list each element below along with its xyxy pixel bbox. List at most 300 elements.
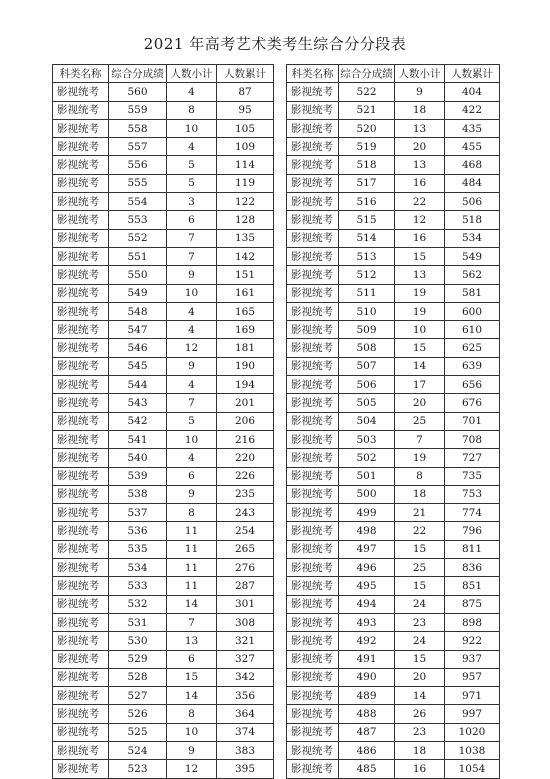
cell-score: 520 [339,119,395,137]
table-row [53,211,274,229]
table-row [53,376,274,394]
cell-category: 影视统考 [287,705,339,723]
cell-category: 影视统考 [287,430,339,448]
cell-score: 543 [109,394,167,412]
table-row [287,339,500,357]
cell-count: 6 [167,211,217,229]
table-row [53,412,274,430]
cell-score: 518 [339,156,395,174]
cell-category: 影视统考 [53,559,109,577]
cell-cumulative: 957 [445,668,500,686]
cell-score: 546 [109,339,167,357]
table-row [53,723,274,741]
cell-count: 4 [167,83,217,101]
table-row [287,376,500,394]
cell-cumulative: 301 [217,595,274,613]
table-row [287,522,500,540]
cell-count: 4 [167,302,217,320]
cell-score: 534 [109,559,167,577]
cell-count: 18 [395,485,445,503]
cell-category: 影视统考 [53,247,109,265]
cell-count: 7 [395,430,445,448]
cell-cumulative: 549 [445,247,500,265]
cell-count: 12 [167,339,217,357]
cell-category: 影视统考 [53,193,109,211]
table-row [287,83,500,101]
cell-cumulative: 122 [217,193,274,211]
table-row [53,83,274,101]
cell-count: 8 [395,467,445,485]
cell-cumulative: 435 [445,119,500,137]
cell-score: 499 [339,504,395,522]
table-row [53,302,274,320]
cell-count: 19 [395,449,445,467]
table-row [53,522,274,540]
cell-cumulative: 206 [217,412,274,430]
cell-cumulative: 518 [445,211,500,229]
cell-cumulative: 404 [445,83,500,101]
table-row [287,412,500,430]
cell-count: 10 [167,430,217,448]
table-row [53,174,274,192]
cell-score: 488 [339,705,395,723]
table-row [53,485,274,503]
cell-category: 影视统考 [53,522,109,540]
cell-count: 6 [167,650,217,668]
cell-count: 11 [167,559,217,577]
cell-score: 536 [109,522,167,540]
cell-cumulative: 308 [217,613,274,631]
table-row [53,430,274,448]
cell-category: 影视统考 [53,266,109,284]
table-row [287,247,500,265]
cell-category: 影视统考 [287,321,339,339]
cell-count: 14 [395,357,445,375]
cell-score: 557 [109,138,167,156]
table-row [287,430,500,448]
cell-count: 14 [167,595,217,613]
table-row [287,668,500,686]
cell-count: 4 [167,321,217,339]
header-count: 人数小计 [395,65,445,83]
table-row [287,613,500,631]
table-row [53,394,274,412]
cell-category: 影视统考 [53,540,109,558]
table-row [287,467,500,485]
cell-count: 11 [167,540,217,558]
cell-category: 影视统考 [53,632,109,650]
cell-cumulative: 610 [445,321,500,339]
cell-score: 528 [109,668,167,686]
cell-category: 影视统考 [287,760,339,778]
table-row [287,174,500,192]
cell-count: 17 [395,376,445,394]
cell-count: 7 [167,394,217,412]
cell-count: 18 [395,741,445,759]
cell-category: 影视统考 [53,284,109,302]
cell-score: 490 [339,668,395,686]
cell-cumulative: 364 [217,705,274,723]
table-row [53,247,274,265]
cell-count: 15 [395,540,445,558]
cell-score: 541 [109,430,167,448]
score-table-left-body [53,83,274,778]
cell-cumulative: 484 [445,174,500,192]
cell-cumulative: 562 [445,266,500,284]
table-row [53,449,274,467]
cell-score: 537 [109,504,167,522]
table-row [53,193,274,211]
cell-count: 22 [395,522,445,540]
cell-count: 25 [395,412,445,430]
cell-score: 516 [339,193,395,211]
table-row [53,339,274,357]
cell-score: 544 [109,376,167,394]
cell-category: 影视统考 [53,101,109,119]
cell-cumulative: 109 [217,138,274,156]
table-row [53,101,274,119]
table-row [287,193,500,211]
cell-score: 551 [109,247,167,265]
cell-cumulative: 639 [445,357,500,375]
header-cumulative: 人数累计 [217,65,274,83]
table-row [287,595,500,613]
cell-score: 552 [109,229,167,247]
cell-category: 影视统考 [287,376,339,394]
cell-cumulative: 119 [217,174,274,192]
cell-score: 539 [109,467,167,485]
cell-count: 8 [167,705,217,723]
cell-score: 560 [109,83,167,101]
cell-score: 553 [109,211,167,229]
cell-count: 4 [167,449,217,467]
cell-count: 19 [395,284,445,302]
cell-count: 9 [395,83,445,101]
cell-category: 影视统考 [287,723,339,741]
cell-cumulative: 220 [217,449,274,467]
table-row [287,632,500,650]
cell-cumulative: 753 [445,485,500,503]
cell-score: 487 [339,723,395,741]
cell-count: 11 [167,577,217,595]
table-row [53,595,274,613]
cell-cumulative: 383 [217,741,274,759]
cell-category: 影视统考 [53,339,109,357]
cell-count: 20 [395,394,445,412]
cell-cumulative: 201 [217,394,274,412]
cell-cumulative: 1020 [445,723,500,741]
cell-category: 影视统考 [287,83,339,101]
table-row [287,119,500,137]
cell-count: 24 [395,595,445,613]
cell-count: 5 [167,174,217,192]
cell-cumulative: 581 [445,284,500,302]
cell-score: 545 [109,357,167,375]
table-row [53,741,274,759]
cell-category: 影视统考 [53,577,109,595]
cell-cumulative: 997 [445,705,500,723]
cell-score: 535 [109,540,167,558]
cell-score: 506 [339,376,395,394]
cell-score: 515 [339,211,395,229]
cell-score: 549 [109,284,167,302]
table-row [53,760,274,778]
table-row [287,284,500,302]
cell-cumulative: 181 [217,339,274,357]
cell-score: 555 [109,174,167,192]
cell-score: 548 [109,302,167,320]
cell-count: 8 [167,101,217,119]
cell-category: 影视统考 [53,760,109,778]
cell-count: 21 [395,504,445,522]
cell-count: 9 [167,485,217,503]
cell-cumulative: 161 [217,284,274,302]
cell-category: 影视统考 [53,504,109,522]
cell-score: 559 [109,101,167,119]
table-row [53,284,274,302]
cell-cumulative: 356 [217,687,274,705]
cell-count: 24 [395,632,445,650]
cell-score: 491 [339,650,395,668]
cell-category: 影视统考 [287,668,339,686]
cell-score: 558 [109,119,167,137]
table-row [53,229,274,247]
cell-count: 4 [167,138,217,156]
cell-count: 16 [395,174,445,192]
cell-cumulative: 468 [445,156,500,174]
table-row [53,705,274,723]
cell-cumulative: 836 [445,559,500,577]
cell-score: 508 [339,339,395,357]
cell-cumulative: 254 [217,522,274,540]
cell-category: 影视统考 [287,412,339,430]
cell-score: 493 [339,613,395,631]
cell-cumulative: 342 [217,668,274,686]
cell-score: 538 [109,485,167,503]
cell-cumulative: 216 [217,430,274,448]
cell-category: 影视统考 [287,632,339,650]
cell-category: 影视统考 [53,119,109,137]
cell-score: 497 [339,540,395,558]
cell-count: 20 [395,668,445,686]
cell-cumulative: 898 [445,613,500,631]
cell-category: 影视统考 [53,613,109,631]
cell-score: 527 [109,687,167,705]
cell-score: 526 [109,705,167,723]
cell-cumulative: 194 [217,376,274,394]
cell-count: 8 [167,504,217,522]
cell-count: 22 [395,193,445,211]
cell-category: 影视统考 [53,376,109,394]
cell-score: 514 [339,229,395,247]
cell-category: 影视统考 [287,211,339,229]
cell-score: 556 [109,156,167,174]
cell-score: 485 [339,760,395,778]
cell-cumulative: 727 [445,449,500,467]
cell-category: 影视统考 [287,394,339,412]
cell-cumulative: 735 [445,467,500,485]
cell-category: 影视统考 [53,449,109,467]
header-score: 综合分成绩 [109,65,167,83]
cell-category: 影视统考 [53,321,109,339]
cell-cumulative: 600 [445,302,500,320]
cell-score: 489 [339,687,395,705]
cell-count: 14 [167,687,217,705]
cell-score: 554 [109,193,167,211]
cell-category: 影视统考 [287,101,339,119]
cell-count: 15 [395,247,445,265]
cell-score: 532 [109,595,167,613]
cell-cumulative: 774 [445,504,500,522]
cell-count: 15 [167,668,217,686]
cell-category: 影视统考 [53,394,109,412]
cell-score: 512 [339,266,395,284]
cell-category: 影视统考 [53,229,109,247]
header-cumulative: 人数累计 [445,65,500,83]
cell-cumulative: 708 [445,430,500,448]
page-title: 2021 年高考艺术类考生综合分分段表 [143,35,407,53]
cell-score: 505 [339,394,395,412]
table-row [53,687,274,705]
table-row [53,321,274,339]
cell-cumulative: 455 [445,138,500,156]
table-row [287,741,500,759]
cell-cumulative: 95 [217,101,274,119]
cell-count: 18 [395,101,445,119]
cell-count: 9 [167,266,217,284]
cell-cumulative: 265 [217,540,274,558]
cell-score: 492 [339,632,395,650]
cell-count: 10 [167,119,217,137]
cell-count: 15 [395,650,445,668]
cell-category: 影视统考 [287,522,339,540]
cell-score: 504 [339,412,395,430]
table-row [287,321,500,339]
cell-cumulative: 151 [217,266,274,284]
cell-category: 影视统考 [53,485,109,503]
cell-score: 547 [109,321,167,339]
cell-cumulative: 395 [217,760,274,778]
cell-count: 23 [395,723,445,741]
cell-score: 509 [339,321,395,339]
cell-cumulative: 506 [445,193,500,211]
cell-count: 10 [167,284,217,302]
table-row [53,119,274,137]
cell-count: 25 [395,559,445,577]
cell-score: 511 [339,284,395,302]
cell-score: 540 [109,449,167,467]
table-row [287,540,500,558]
table-row [287,723,500,741]
table-row [53,467,274,485]
cell-count: 13 [395,119,445,137]
table-row [53,650,274,668]
header-category: 科类名称 [53,65,109,83]
table-row [53,632,274,650]
table-row [287,156,500,174]
cell-category: 影视统考 [287,357,339,375]
cell-category: 影视统考 [287,467,339,485]
cell-count: 9 [167,741,217,759]
table-row [287,101,500,119]
cell-cumulative: 625 [445,339,500,357]
cell-category: 影视统考 [287,302,339,320]
cell-count: 13 [167,632,217,650]
header-count: 人数小计 [167,65,217,83]
cell-count: 13 [395,266,445,284]
table-row [287,504,500,522]
cell-cumulative: 135 [217,229,274,247]
table-row [53,357,274,375]
cell-cumulative: 701 [445,412,500,430]
cell-category: 影视统考 [287,284,339,302]
cell-cumulative: 811 [445,540,500,558]
table-row [287,559,500,577]
cell-cumulative: 287 [217,577,274,595]
cell-score: 503 [339,430,395,448]
cell-cumulative: 422 [445,101,500,119]
cell-cumulative: 796 [445,522,500,540]
cell-score: 507 [339,357,395,375]
table-row [53,138,274,156]
cell-cumulative: 128 [217,211,274,229]
cell-category: 影视统考 [53,595,109,613]
cell-category: 影视统考 [53,357,109,375]
cell-count: 9 [167,357,217,375]
cell-cumulative: 226 [217,467,274,485]
table-row [53,266,274,284]
cell-count: 7 [167,613,217,631]
cell-cumulative: 937 [445,650,500,668]
table-row [287,449,500,467]
header-score: 综合分成绩 [339,65,395,83]
cell-category: 影视统考 [287,485,339,503]
cell-category: 影视统考 [287,650,339,668]
cell-score: 533 [109,577,167,595]
table-row [287,357,500,375]
cell-category: 影视统考 [287,229,339,247]
table-row [287,705,500,723]
table-row [287,650,500,668]
cell-cumulative: 922 [445,632,500,650]
cell-score: 522 [339,83,395,101]
cell-category: 影视统考 [287,504,339,522]
cell-cumulative: 114 [217,156,274,174]
cell-count: 12 [167,760,217,778]
cell-category: 影视统考 [287,193,339,211]
table-row [287,302,500,320]
cell-score: 495 [339,577,395,595]
table-row [287,485,500,503]
cell-score: 510 [339,302,395,320]
cell-count: 23 [395,613,445,631]
cell-category: 影视统考 [287,156,339,174]
cell-category: 影视统考 [53,668,109,686]
cell-category: 影视统考 [53,467,109,485]
cell-count: 5 [167,412,217,430]
cell-category: 影视统考 [287,138,339,156]
table-row [53,613,274,631]
cell-cumulative: 165 [217,302,274,320]
table-row [53,156,274,174]
cell-category: 影视统考 [53,705,109,723]
table-row [53,577,274,595]
cell-score: 502 [339,449,395,467]
cell-category: 影视统考 [287,266,339,284]
cell-category: 影视统考 [287,687,339,705]
cell-count: 16 [395,760,445,778]
cell-score: 496 [339,559,395,577]
